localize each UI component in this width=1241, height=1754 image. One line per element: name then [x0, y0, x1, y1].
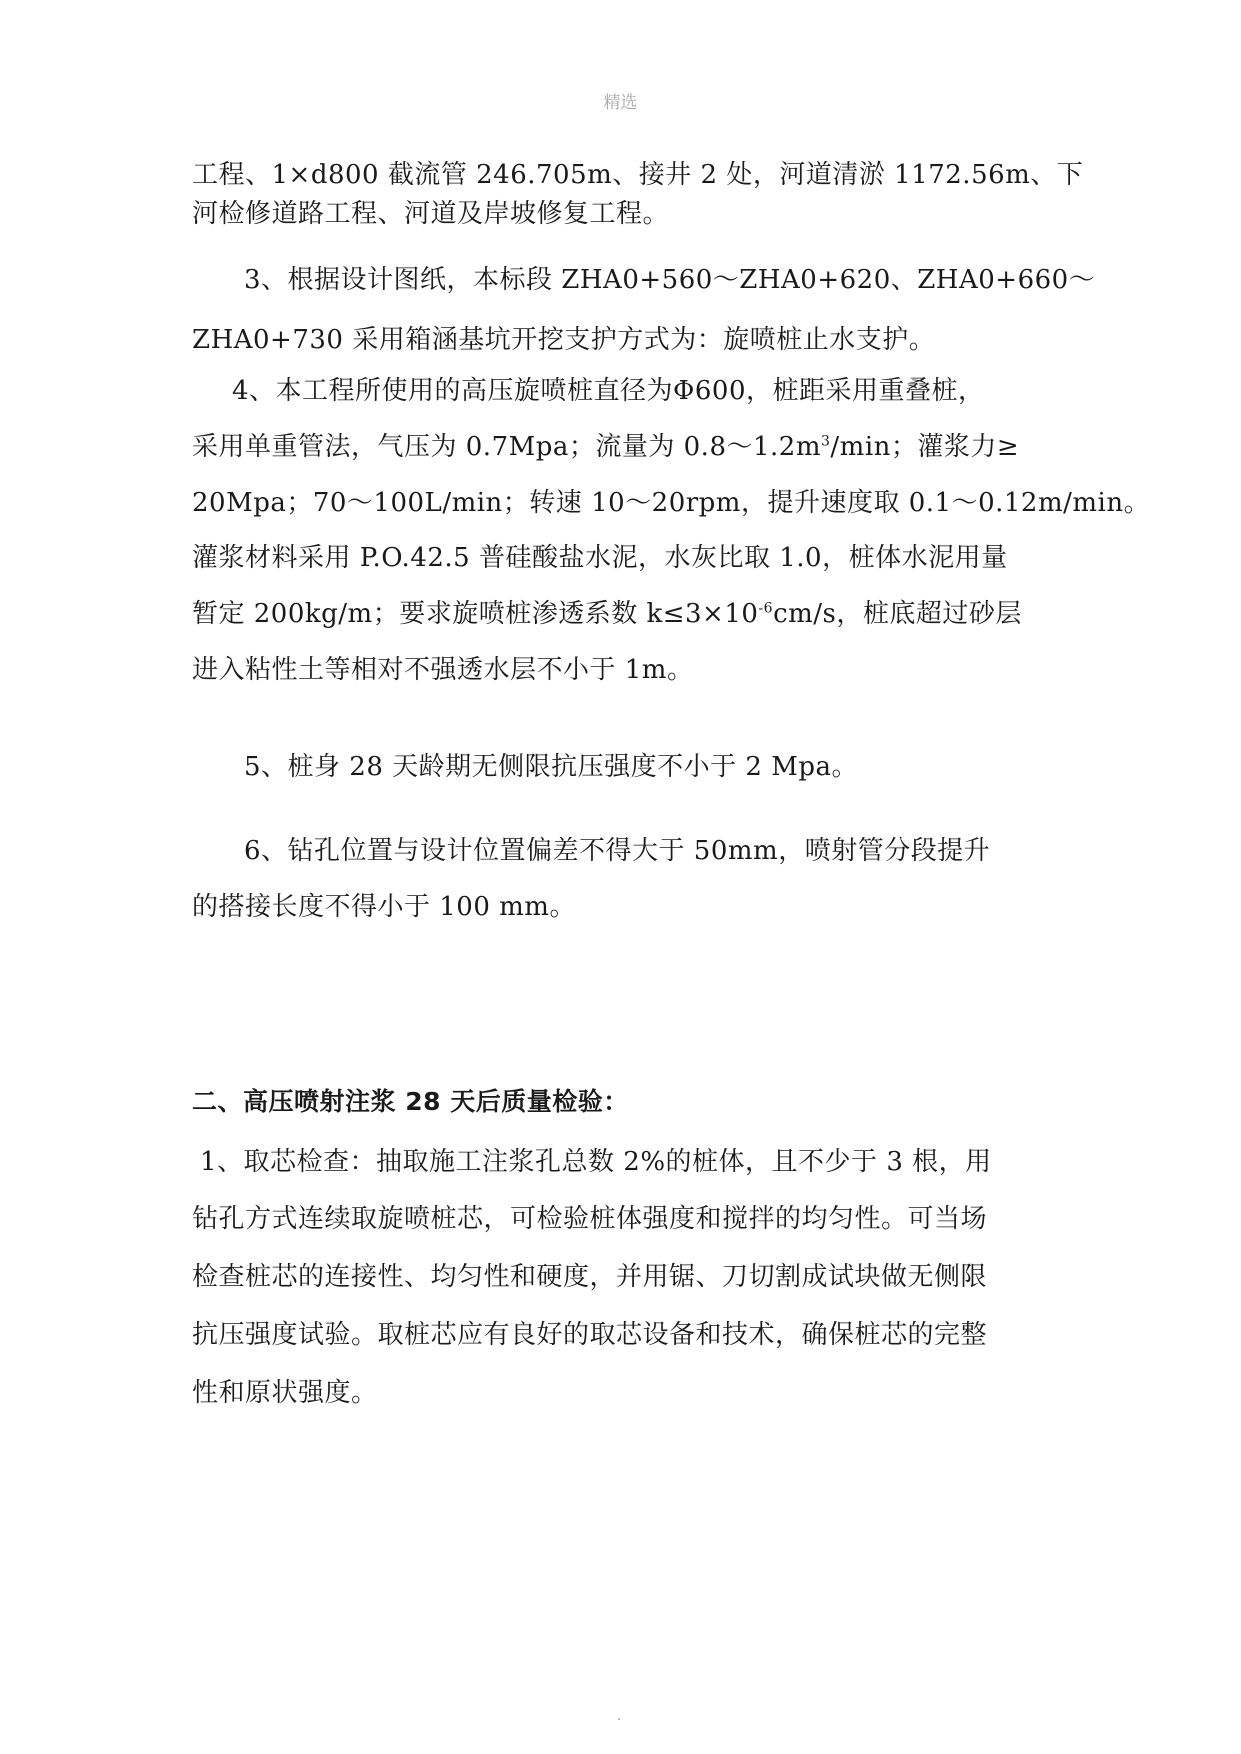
para6-line-2: 的搭接长度不得小于 100 mm。 [192, 892, 576, 922]
superscript-3: 3 [821, 433, 831, 450]
para6-line-1: 6、钻孔位置与设计位置偏差不得大于 50mm，喷射管分段提升 [244, 836, 991, 866]
para4-line-2-text-b: /min；灌浆力≥ [830, 432, 1020, 462]
para3-line-1: 3、根据设计图纸，本标段 ZHA0+560～ZHA0+620、ZHA0+660～ [244, 265, 1096, 295]
para4-line-2 [192, 430, 1019, 464]
para4-line-3: 20Mpa；70～100L/min；转速 10～20rpm，提升速度取 0.1～0.12m/min。 [192, 488, 1151, 518]
item1-line-3: 检查桩芯的连接性、均匀性和硬度，并用锯、刀切割成试块做无侧限 [192, 1262, 988, 1292]
para5-line-1: 5、桩身 28 天龄期无侧限抗压强度不小于 2 Mpa。 [244, 752, 858, 782]
item1-line-4: 抗压强度试验。取桩芯应有良好的取芯设备和技术，确保桩芯的完整 [192, 1320, 988, 1350]
para4-line-1: 4、本工程所使用的高压旋喷桩直径为Φ600，桩距采用重叠桩， [232, 376, 985, 406]
para4-line-4: 灌浆材料采用 P.O.42.5 普硅酸盐水泥，水灰比取 1.0，桩体水泥用量 [192, 543, 1008, 573]
para3-line-2: ZHA0+730 采用箱涵基坑开挖支护方式为：旋喷桩止水支护。 [192, 325, 936, 355]
para4-line-5 [192, 597, 1022, 631]
para4-line-5-text-b: cm/s，桩底超过砂层 [773, 599, 1022, 629]
item1-line-5: 性和原状强度。 [192, 1378, 378, 1408]
para4-line-6: 进入粘性土等相对不强透水层不小于 1m。 [192, 655, 694, 685]
footer-dot [618, 1718, 620, 1720]
superscript-minus-6: -6 [758, 600, 774, 617]
para4-line-2-text-a: 采用单重管法，气压为 0.7Mpa；流量为 0.8～1.2m [192, 432, 821, 462]
intro-line-2: 河检修道路工程、河道及岸坡修复工程。 [192, 199, 670, 229]
item1-line-1: 1、取芯检查：抽取施工注浆孔总数 2%的桩体，且不少于 3 根，用 [200, 1147, 992, 1177]
header-mark: 精选 [603, 93, 638, 113]
para4-line-5-text-a: 暂定 200kg/m；要求旋喷桩渗透系数 k≤3×10 [192, 599, 759, 629]
section-heading: 二、高压喷射注浆 28 天后质量检验： [192, 1087, 629, 1116]
item1-line-2: 钻孔方式连续取旋喷桩芯，可检验桩体强度和搅拌的均匀性。可当场 [192, 1204, 988, 1234]
intro-line-1: 工程、1×d800 截流管 246.705m、接井 2 处，河道清淤 1172.56m、下 [192, 160, 1084, 190]
